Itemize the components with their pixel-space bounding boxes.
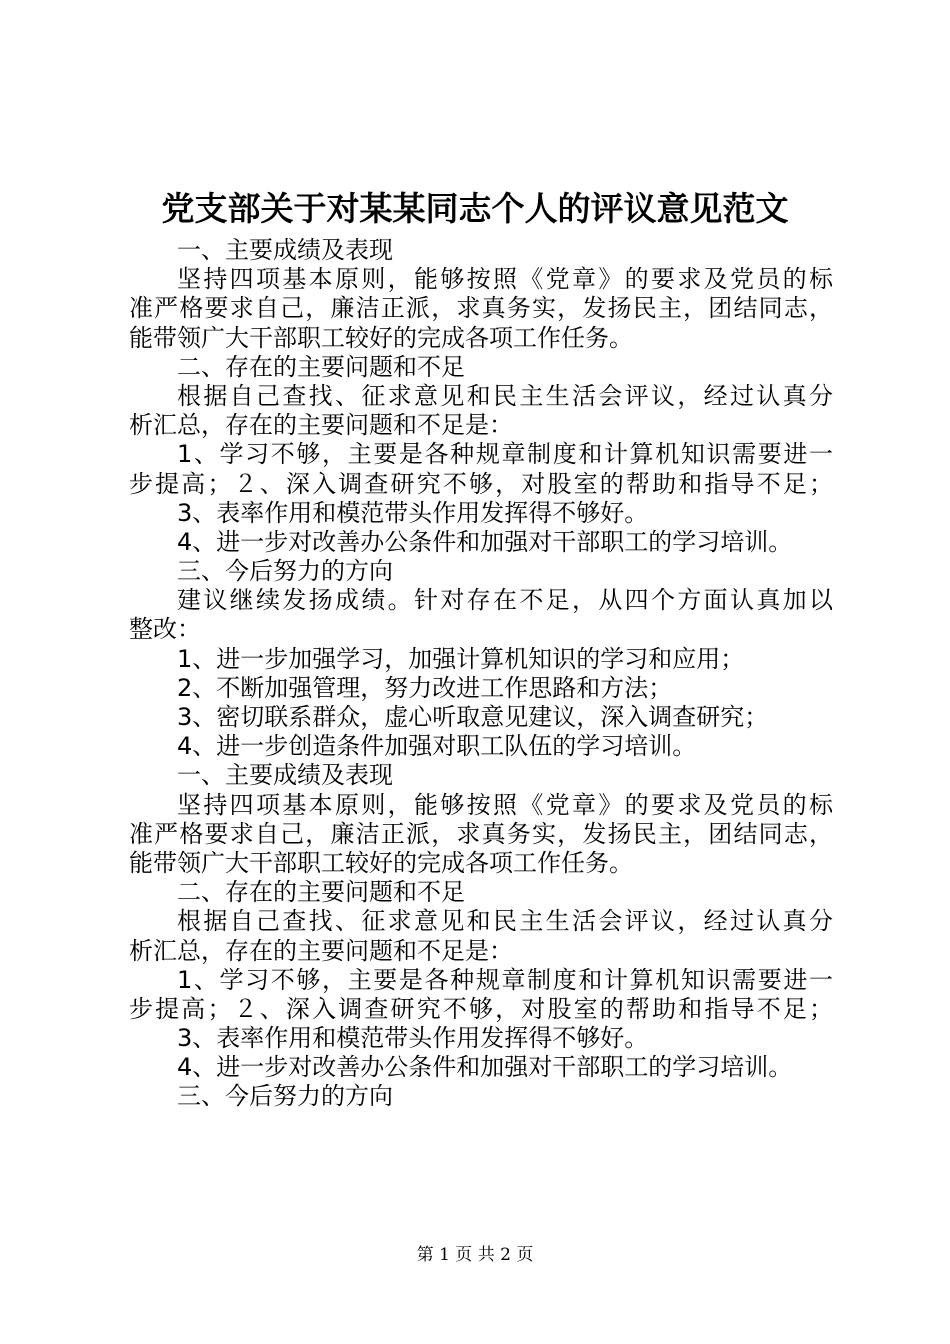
paragraph-line: 坚持四项基本原则，能够按照《党章》的要求及党员的标 — [177, 790, 833, 819]
list-item-line: 步提高；２、深入调查研究不够，对股室的帮助和指导不足； — [129, 469, 833, 498]
paragraph-line: 准严格要求自己，廉洁正派，求真务实，发扬民主，团结同志， — [129, 819, 833, 848]
page-number-footer: 第 1 页 共 2 页 — [416, 1245, 534, 1265]
section-heading: 三、今后努力的方向 — [177, 1082, 393, 1111]
paragraph-line: 建议继续发扬成绩。针对存在不足，从四个方面认真加以 — [177, 586, 833, 615]
list-item-line: 4、进一步对改善办公条件和加强对干部职工的学习培训。 — [177, 527, 793, 556]
list-item-line: 1、学习不够，主要是各种规章制度和计算机知识需要进一 — [177, 965, 833, 994]
section-heading: 二、存在的主要问题和不足 — [177, 352, 465, 381]
paragraph-line: 根据自己查找、征求意见和民主生活会评议，经过认真分 — [177, 381, 833, 410]
list-item-line: 4、进一步创造条件加强对职工队伍的学习培训。 — [177, 732, 697, 761]
paragraph-line: 析汇总，存在的主要问题和不足是： — [129, 936, 513, 965]
paragraph-line: 坚持四项基本原则，能够按照《党章》的要求及党员的标 — [177, 265, 833, 294]
document-title: 党支部关于对某某同志个人的评议意见范文 — [161, 189, 789, 228]
document-body — [129, 236, 833, 1112]
section-heading: 三、今后努力的方向 — [177, 557, 393, 586]
paragraph-line: 析汇总，存在的主要问题和不足是： — [129, 411, 513, 440]
list-item-line: 3、表率作用和模范带头作用发挥得不够好。 — [177, 498, 649, 527]
section-heading: 二、存在的主要问题和不足 — [177, 878, 465, 907]
list-item-line: 1、进一步加强学习，加强计算机知识的学习和应用； — [177, 644, 745, 673]
list-item-line: 步提高；２、深入调查研究不够，对股室的帮助和指导不足； — [129, 994, 833, 1023]
list-item-line: 4、进一步对改善办公条件和加强对干部职工的学习培训。 — [177, 1053, 793, 1082]
paragraph-line: 能带领广大干部职工较好的完成各项工作任务。 — [129, 323, 633, 352]
section-heading: 一、主要成绩及表现 — [177, 236, 393, 264]
paragraph-line: 根据自己查找、征求意见和民主生活会评议，经过认真分 — [177, 907, 833, 936]
paragraph-line: 准严格要求自己，廉洁正派，求真务实，发扬民主，团结同志， — [129, 294, 833, 323]
list-item-line: 2、不断加强管理，努力改进工作思路和方法； — [177, 673, 673, 702]
paragraph-line: 整改： — [129, 615, 201, 644]
list-item-line: 3、密切联系群众，虚心听取意见建议，深入调查研究； — [177, 703, 769, 731]
list-item-line: 3、表率作用和模范带头作用发挥得不够好。 — [177, 1024, 649, 1053]
list-item-line: 1、学习不够，主要是各种规章制度和计算机知识需要进一 — [177, 440, 833, 469]
paragraph-line: 能带领广大干部职工较好的完成各项工作任务。 — [129, 848, 633, 877]
section-heading: 一、主要成绩及表现 — [177, 761, 393, 790]
